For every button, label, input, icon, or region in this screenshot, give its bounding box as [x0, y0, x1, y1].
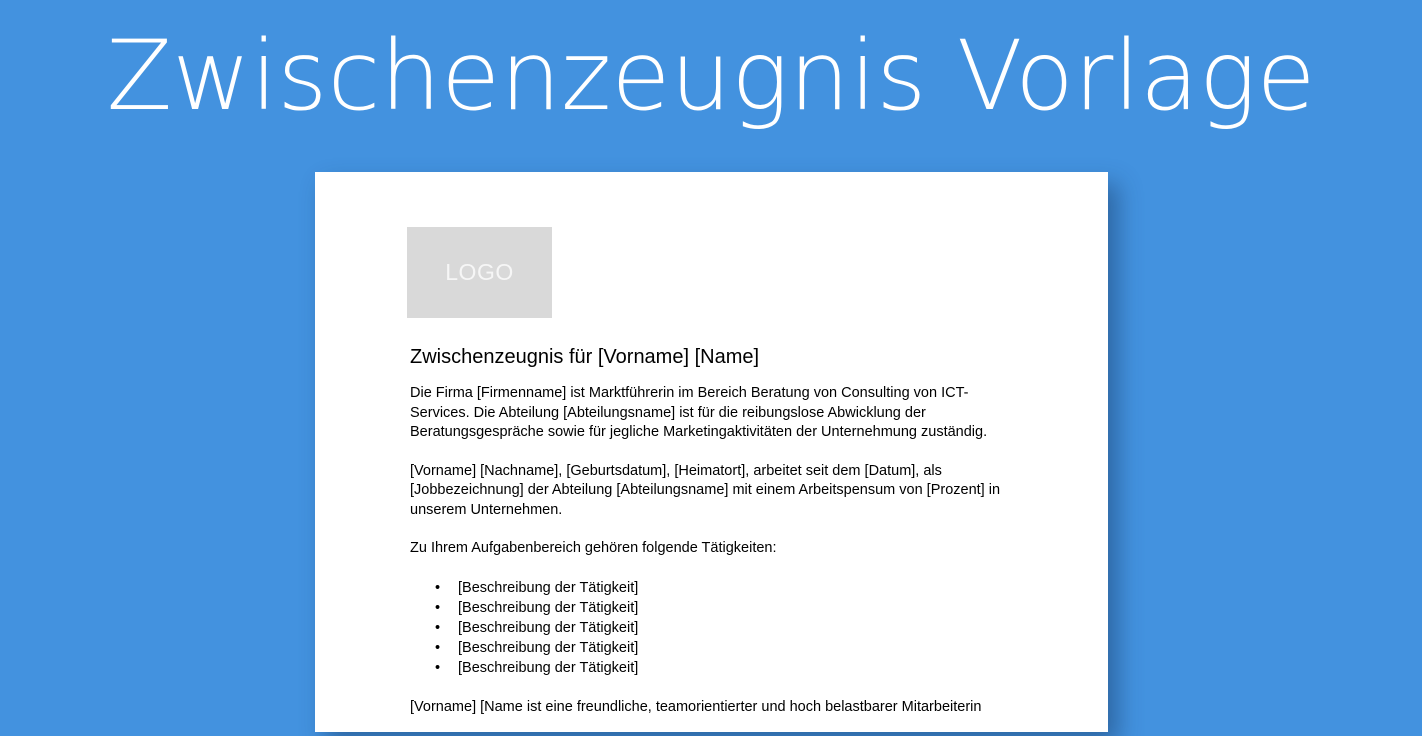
task-text: [Beschreibung der Tätigkeit] — [458, 579, 639, 596]
bullet-icon: • — [435, 660, 441, 677]
logo-placeholder: LOGO — [407, 227, 552, 318]
task-list — [410, 578, 1030, 679]
task-text: [Beschreibung der Tätigkeit] — [458, 619, 639, 636]
bullet-icon: • — [435, 640, 441, 657]
text-line: Die Firma [Firmenname] ist Marktführerin im Bereich Beratung von Consulting von ICT- — [410, 385, 969, 401]
list-item — [410, 658, 1030, 678]
bullet-icon: • — [435, 599, 441, 616]
list-item — [410, 578, 1030, 598]
document-heading: Zwischenzeugnis für [Vorname] [Name] — [410, 346, 760, 368]
paragraph-characterization — [410, 698, 1030, 718]
bullet-icon: • — [435, 619, 441, 636]
bullet-icon: • — [435, 579, 441, 596]
list-item — [410, 638, 1030, 658]
task-text: [Beschreibung der Tätigkeit] — [458, 599, 639, 616]
paragraph-company — [410, 384, 1030, 443]
task-text: [Beschreibung der Tätigkeit] — [458, 640, 639, 657]
text-line: unserem Unternehmen. — [410, 501, 563, 518]
paragraph-tasks-intro: Zu Ihrem Aufgabenbereich gehören folgende Tätigkeiten: — [410, 540, 777, 556]
text-line: Beratungsgespräche sowie für jegliche Marketingaktivitäten der Unternehmung zuständig. — [410, 424, 988, 440]
text-line: [Vorname] [Nachname], [Geburtsdatum], [Heimatort], arbeitet seit dem [Datum], als — [410, 462, 942, 479]
text-line: [Jobbezeichnung] der Abteilung [Abteilungsname] mit einem Arbeitspensum von [Prozent] in — [410, 482, 1001, 498]
list-item — [410, 618, 1030, 638]
task-text: [Beschreibung der Tätigkeit] — [458, 660, 639, 677]
list-item — [410, 598, 1030, 618]
text-line: Services. Die Abteilung [Abteilungsname] ist für die reibungslose Abwicklung der — [410, 404, 926, 421]
document-body — [410, 344, 1030, 736]
text-line: [Vorname] [Name ist eine freundliche, teamorientierter und hoch belastbarer Mitarbeiterin — [410, 698, 982, 715]
banner-title: Zwischenzeugnis Vorlage — [106, 20, 1316, 132]
document-page — [315, 172, 1108, 732]
paragraph-employee — [410, 462, 1030, 521]
